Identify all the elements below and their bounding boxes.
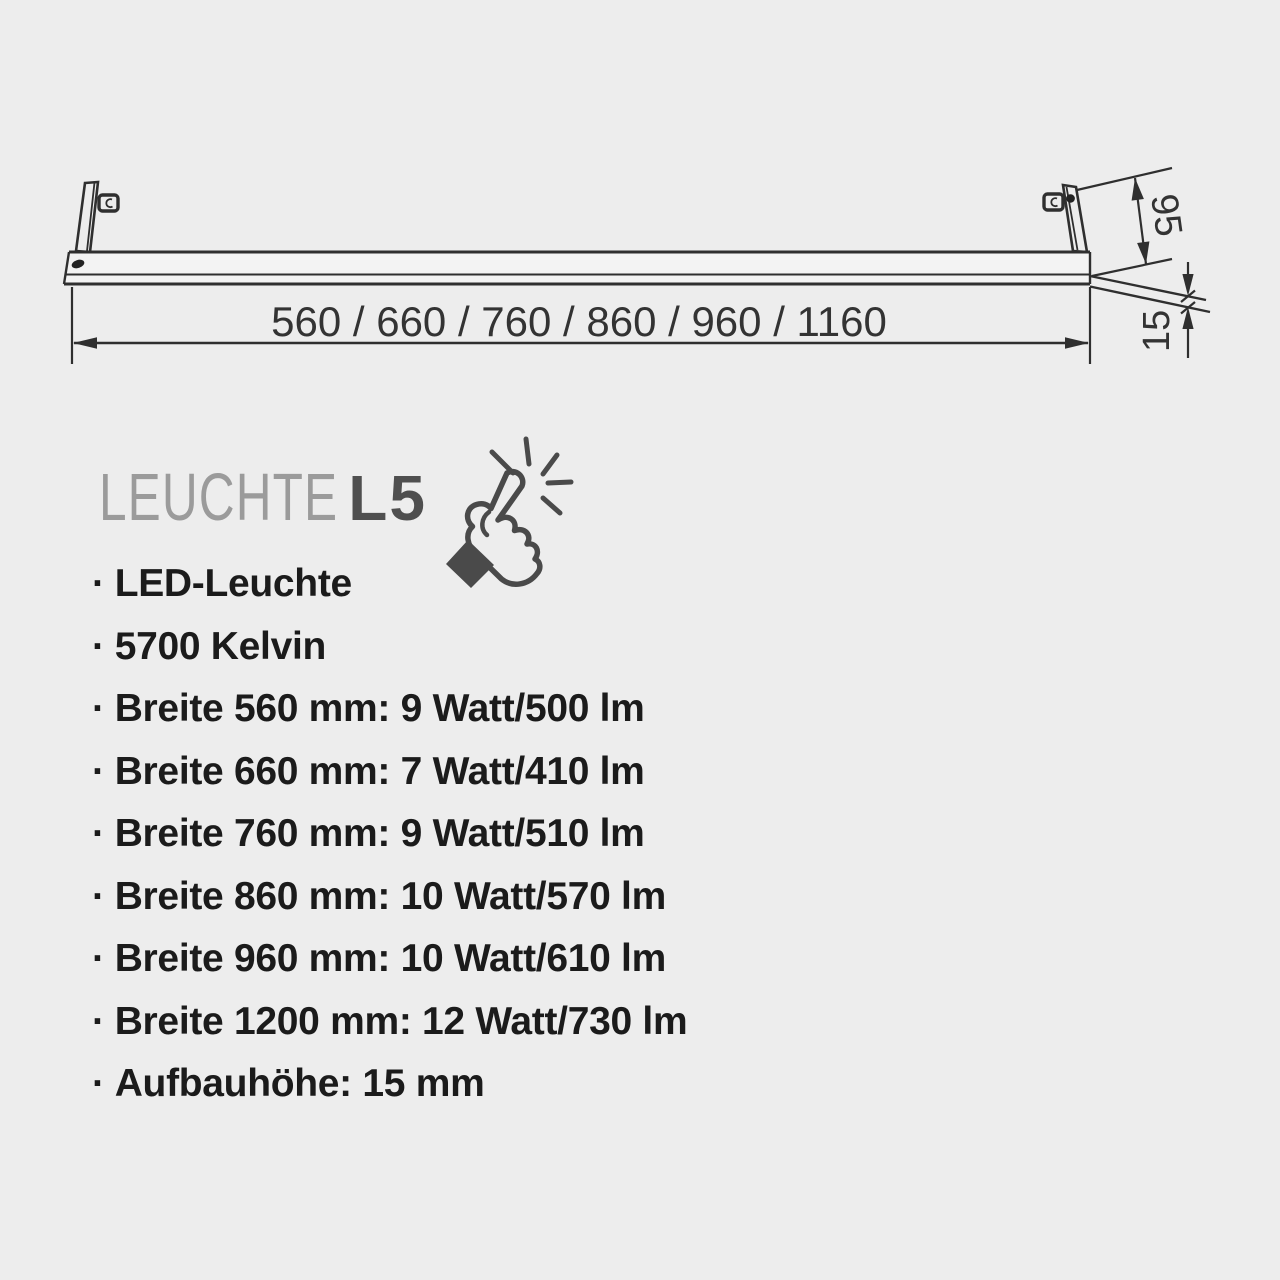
bullet: · <box>92 1062 105 1105</box>
spec-text: LED-Leuchte <box>114 562 352 605</box>
bracket-height-label: 95 <box>1142 191 1190 240</box>
width-dimension <box>72 287 1090 364</box>
width-dimension-label: 560 / 660 / 760 / 860 / 960 / 1160 <box>271 298 887 345</box>
spec-text: Breite 1200 mm: 12 Watt/730 lm <box>114 999 688 1043</box>
spec-item <box>92 553 687 616</box>
spec-item <box>92 866 687 929</box>
technical-drawing <box>0 0 1280 430</box>
left-mounting-bracket <box>76 182 118 252</box>
left-clip <box>99 195 118 211</box>
spec-item <box>92 991 687 1054</box>
title-row <box>99 459 427 536</box>
bullet: · <box>92 562 105 605</box>
product-model: L5 <box>348 462 427 534</box>
bullet: · <box>92 624 105 668</box>
bullet: · <box>92 687 105 730</box>
bracket-height-dimension <box>1077 168 1190 276</box>
bullet: · <box>92 874 105 918</box>
spec-text: Breite 960 mm: 10 Watt/610 lm <box>114 937 666 980</box>
spec-item <box>92 803 687 866</box>
spec-item <box>92 678 687 741</box>
right-clip <box>1044 194 1063 210</box>
spec-text: Breite 660 mm: 7 Watt/410 lm <box>114 749 645 793</box>
spec-text: 5700 Kelvin <box>114 624 327 668</box>
product-title: LEUCHTE <box>99 460 339 535</box>
spec-text: Breite 860 mm: 10 Watt/570 lm <box>114 874 666 918</box>
panel-thickness-label: 15 <box>1136 309 1178 352</box>
panel-thickness-dimension <box>1136 262 1195 358</box>
spec-item <box>92 928 687 991</box>
bullet: · <box>92 749 105 793</box>
spec-text: Breite 760 mm: 9 Watt/510 lm <box>114 812 645 855</box>
spec-item <box>92 616 687 679</box>
bullet: · <box>92 999 105 1043</box>
spec-item <box>92 741 687 804</box>
bullet: · <box>92 937 105 980</box>
right-screw-dot <box>1066 194 1075 202</box>
spec-text: Breite 560 mm: 9 Watt/500 lm <box>114 687 645 730</box>
spec-text: Aufbauhöhe: 15 mm <box>114 1062 485 1105</box>
light-bar <box>64 252 1090 284</box>
spec-item <box>92 1053 687 1116</box>
bullet: · <box>92 812 105 855</box>
right-mounting-bracket <box>1044 185 1087 252</box>
spec-list <box>92 553 687 1116</box>
